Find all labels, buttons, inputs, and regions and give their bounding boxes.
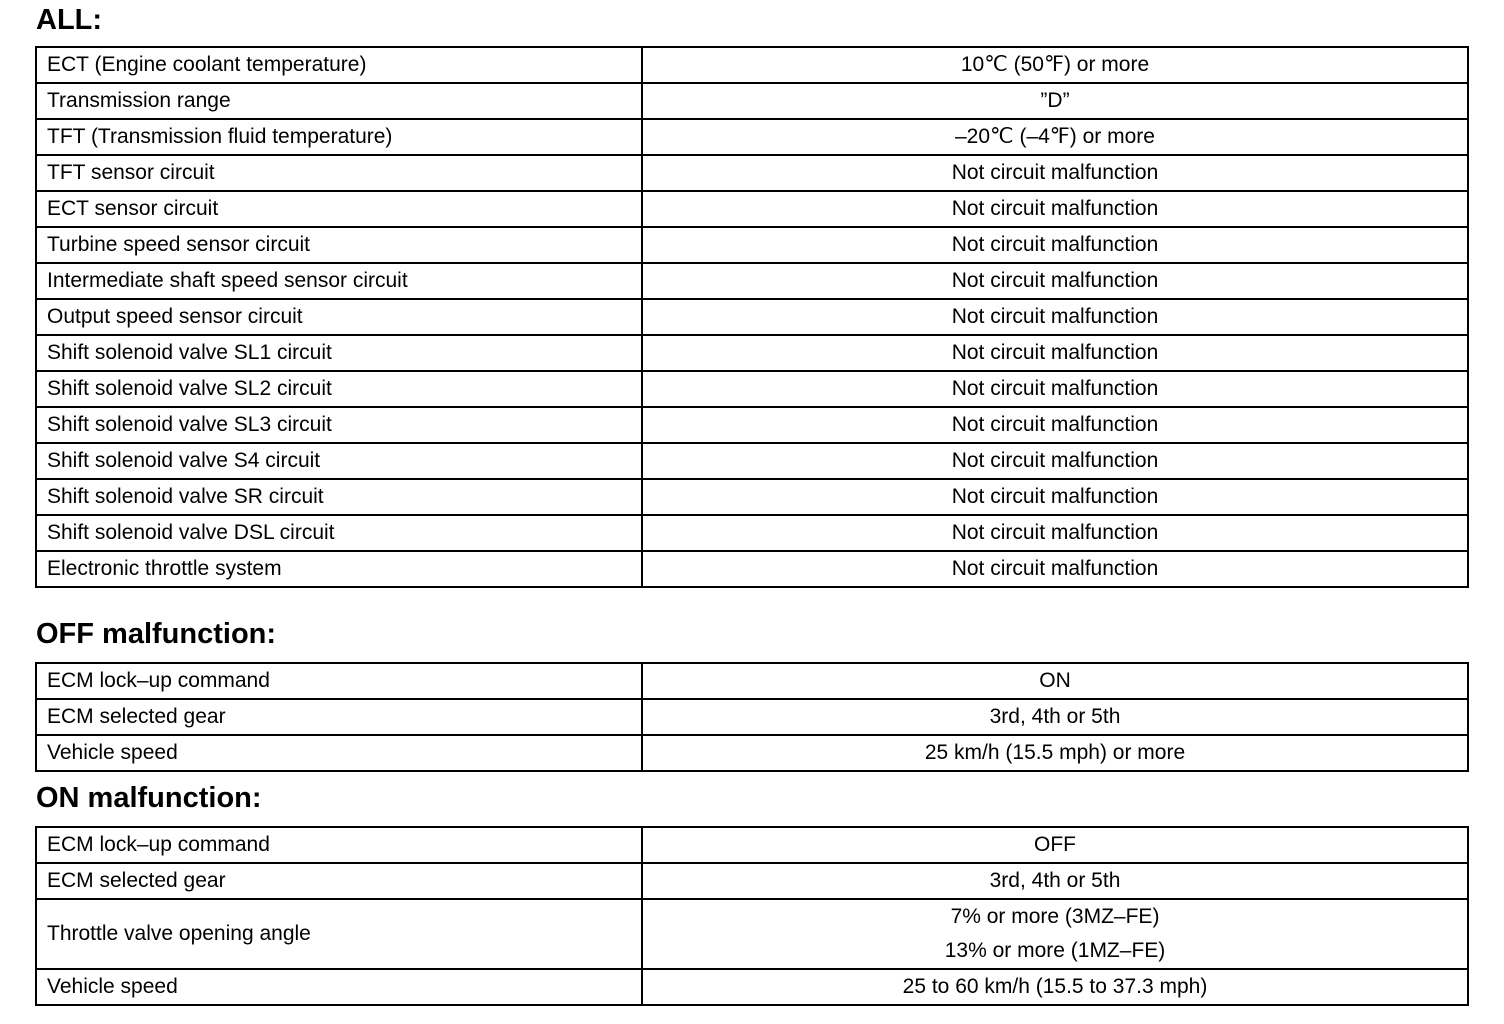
table-row xyxy=(36,119,1468,155)
condition-label: Shift solenoid valve S4 circuit xyxy=(36,443,642,479)
table-row xyxy=(36,479,1468,515)
table-row xyxy=(36,371,1468,407)
condition-label: ECM selected gear xyxy=(36,699,642,735)
condition-label: ECT (Engine coolant temperature) xyxy=(36,47,642,83)
condition-value: –20℃ (–4℉) or more xyxy=(642,119,1468,155)
table-row xyxy=(36,83,1468,119)
condition-value: 3rd, 4th or 5th xyxy=(642,863,1468,899)
table-row xyxy=(36,407,1468,443)
condition-value xyxy=(642,899,1468,969)
condition-value: 25 km/h (15.5 mph) or more xyxy=(642,735,1468,771)
table-row xyxy=(36,335,1468,371)
condition-value: ”D” xyxy=(642,83,1468,119)
condition-value: OFF xyxy=(642,827,1468,863)
condition-value: 25 to 60 km/h (15.5 to 37.3 mph) xyxy=(642,969,1468,1005)
condition-value: 3rd, 4th or 5th xyxy=(642,699,1468,735)
condition-value-line: 13% or more (1MZ–FE) xyxy=(944,939,1166,962)
condition-label: TFT (Transmission fluid temperature) xyxy=(36,119,642,155)
conditions-table-off-malfunction xyxy=(35,662,1469,772)
condition-label: Turbine speed sensor circuit xyxy=(36,227,642,263)
condition-label: Shift solenoid valve SL2 circuit xyxy=(36,371,642,407)
table-row xyxy=(36,47,1468,83)
conditions-table-on-malfunction xyxy=(35,826,1469,1006)
condition-label: Vehicle speed xyxy=(36,969,642,1005)
table-row xyxy=(36,969,1468,1005)
condition-label: Shift solenoid valve DSL circuit xyxy=(36,515,642,551)
section-title-all: ALL: xyxy=(36,4,103,36)
condition-label: Shift solenoid valve SL1 circuit xyxy=(36,335,642,371)
condition-value: Not circuit malfunction xyxy=(642,515,1468,551)
table-row xyxy=(36,299,1468,335)
condition-value: Not circuit malfunction xyxy=(642,479,1468,515)
condition-label: Vehicle speed xyxy=(36,735,642,771)
condition-label: ECM lock–up command xyxy=(36,827,642,863)
condition-label: Intermediate shaft speed sensor circuit xyxy=(36,263,642,299)
table-row xyxy=(36,227,1468,263)
condition-value: Not circuit malfunction xyxy=(642,155,1468,191)
condition-value: Not circuit malfunction xyxy=(642,299,1468,335)
table-row xyxy=(36,191,1468,227)
condition-value: Not circuit malfunction xyxy=(642,335,1468,371)
table-row xyxy=(36,515,1468,551)
condition-label: Output speed sensor circuit xyxy=(36,299,642,335)
condition-value: Not circuit malfunction xyxy=(642,371,1468,407)
condition-value-line: 7% or more (3MZ–FE) xyxy=(950,905,1160,928)
table-row xyxy=(36,663,1468,699)
condition-value: Not circuit malfunction xyxy=(642,263,1468,299)
condition-value: ON xyxy=(642,663,1468,699)
table-row xyxy=(36,263,1468,299)
table-row xyxy=(36,699,1468,735)
condition-label: ECM lock–up command xyxy=(36,663,642,699)
conditions-table-all xyxy=(35,46,1469,588)
table-row xyxy=(36,551,1468,587)
condition-label: Throttle valve opening angle xyxy=(36,899,642,969)
condition-value: 10℃ (50℉) or more xyxy=(642,47,1468,83)
table-row xyxy=(36,899,1468,969)
condition-value: Not circuit malfunction xyxy=(642,551,1468,587)
condition-value: Not circuit malfunction xyxy=(642,443,1468,479)
condition-label: ECM selected gear xyxy=(36,863,642,899)
condition-label: Electronic throttle system xyxy=(36,551,642,587)
condition-value: Not circuit malfunction xyxy=(642,407,1468,443)
table-row xyxy=(36,443,1468,479)
condition-label: Shift solenoid valve SL3 circuit xyxy=(36,407,642,443)
condition-label: Transmission range xyxy=(36,83,642,119)
condition-label: ECT sensor circuit xyxy=(36,191,642,227)
condition-label: Shift solenoid valve SR circuit xyxy=(36,479,642,515)
table-row xyxy=(36,827,1468,863)
condition-value: Not circuit malfunction xyxy=(642,227,1468,263)
section-title-off-malfunction: OFF malfunction: xyxy=(36,618,277,650)
table-row xyxy=(36,863,1468,899)
table-row xyxy=(36,155,1468,191)
table-row xyxy=(36,735,1468,771)
section-title-on-malfunction: ON malfunction: xyxy=(36,782,262,814)
condition-value: Not circuit malfunction xyxy=(642,191,1468,227)
condition-label: TFT sensor circuit xyxy=(36,155,642,191)
